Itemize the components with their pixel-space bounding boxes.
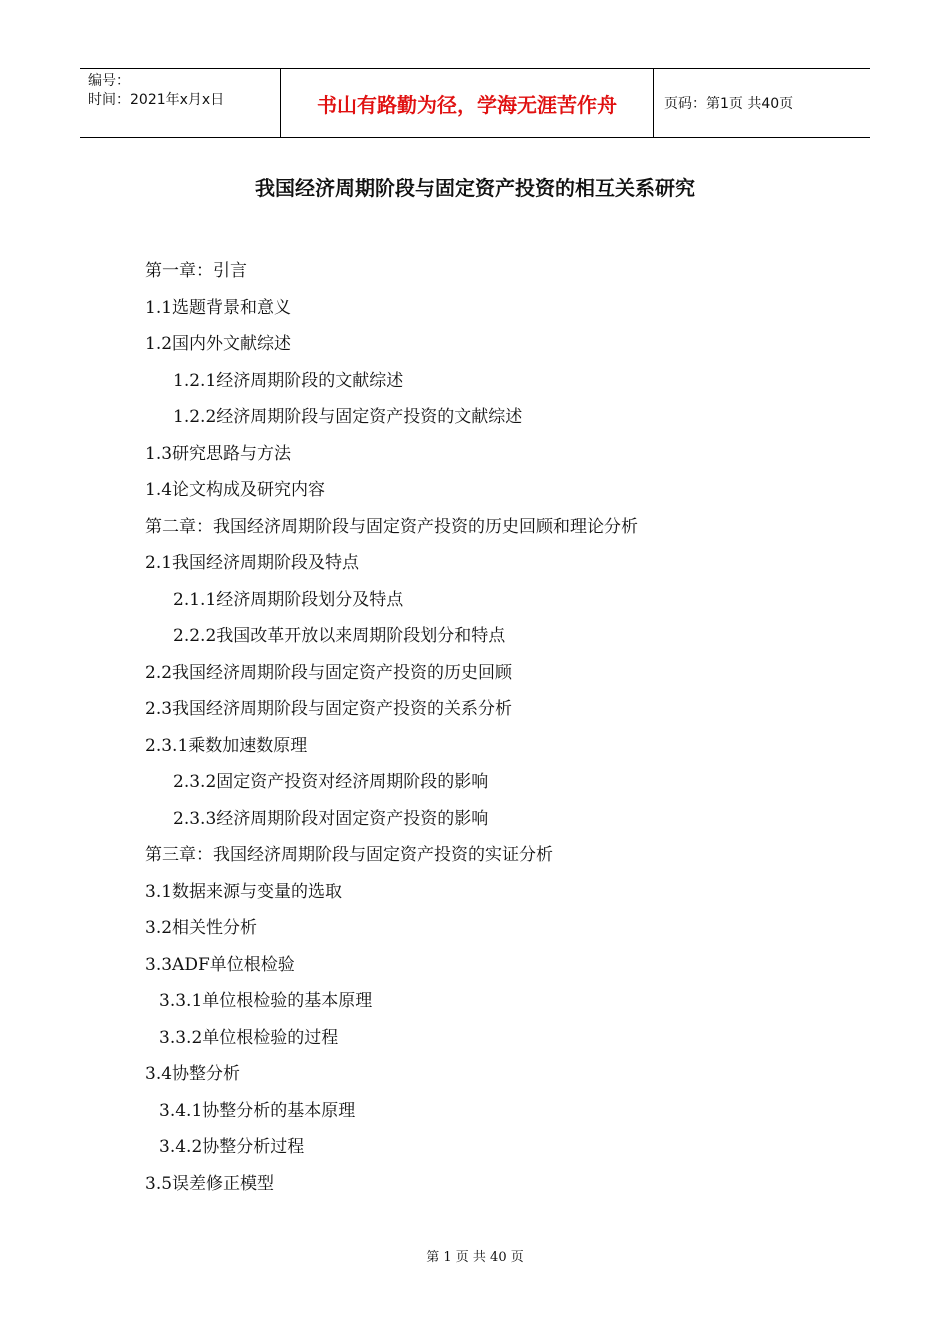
table-of-contents: [145, 256, 638, 1205]
header-table: [80, 68, 870, 138]
toc-item: 1.2.1经济周期阶段的文献综述: [173, 370, 404, 391]
toc-item: 2.3我国经济周期阶段与固定资产投资的关系分析: [145, 699, 513, 719]
toc-item: 3.3.1单位根检验的基本原理: [159, 991, 373, 1011]
toc-item: 2.1.1经济周期阶段划分及特点: [173, 589, 404, 610]
header-meta-cell: [80, 69, 281, 137]
toc-item: 2.1我国经济周期阶段及特点: [145, 553, 360, 573]
toc-item: 第三章：我国经济周期阶段与固定资产投资的实证分析: [145, 845, 553, 865]
toc-item: 3.4.2协整分析过程: [159, 1137, 305, 1157]
motto-cell: [281, 69, 654, 137]
page-info-cell: [654, 69, 870, 137]
toc-item: 2.2我国经济周期阶段与固定资产投资的历史回顾: [145, 662, 513, 683]
page-footer: 第 1 页 共 40 页: [426, 1250, 524, 1265]
toc-item: 2.2.2我国改革开放以来周期阶段划分和特点: [173, 626, 506, 646]
toc-item: 2.3.2固定资产投资对经济周期阶段的影响: [173, 772, 489, 792]
toc-item: 第一章：引言: [145, 261, 247, 281]
toc-item: 2.3.3经济周期阶段对固定资产投资的影响: [173, 808, 489, 829]
time-label: 时间：2021年x月x日: [88, 92, 225, 108]
page-info: 页码：第1页 共40页: [664, 96, 794, 112]
document-title: 我国经济周期阶段与固定资产投资的相互关系研究: [255, 176, 695, 200]
toc-item: 1.3研究思路与方法: [145, 443, 292, 464]
toc-item: 3.2相关性分析: [145, 918, 258, 938]
motto-text: 书山有路勤为径，学海无涯苦作舟: [317, 92, 617, 117]
number-label: 编号：: [88, 73, 130, 89]
toc-item: 3.3.2单位根检验的过程: [159, 1027, 339, 1048]
toc-item: 1.2国内外文献综述: [145, 334, 292, 354]
toc-item: 3.4协整分析: [145, 1064, 241, 1084]
toc-item: 3.1数据来源与变量的选取: [145, 881, 343, 902]
toc-item: 3.5误差修正模型: [145, 1173, 275, 1194]
toc-item: 1.4论文构成及研究内容: [145, 480, 326, 500]
toc-item: 1.2.2经济周期阶段与固定资产投资的文献综述: [173, 407, 523, 427]
toc-item: 2.3.1乘数加速数原理: [145, 735, 308, 756]
toc-item: 3.3ADF单位根检验: [145, 954, 295, 975]
toc-item: 3.4.1协整分析的基本原理: [159, 1100, 356, 1121]
toc-item: 第二章：我国经济周期阶段与固定资产投资的历史回顾和理论分析: [145, 516, 638, 537]
toc-item: 1.1选题背景和意义: [145, 297, 292, 318]
